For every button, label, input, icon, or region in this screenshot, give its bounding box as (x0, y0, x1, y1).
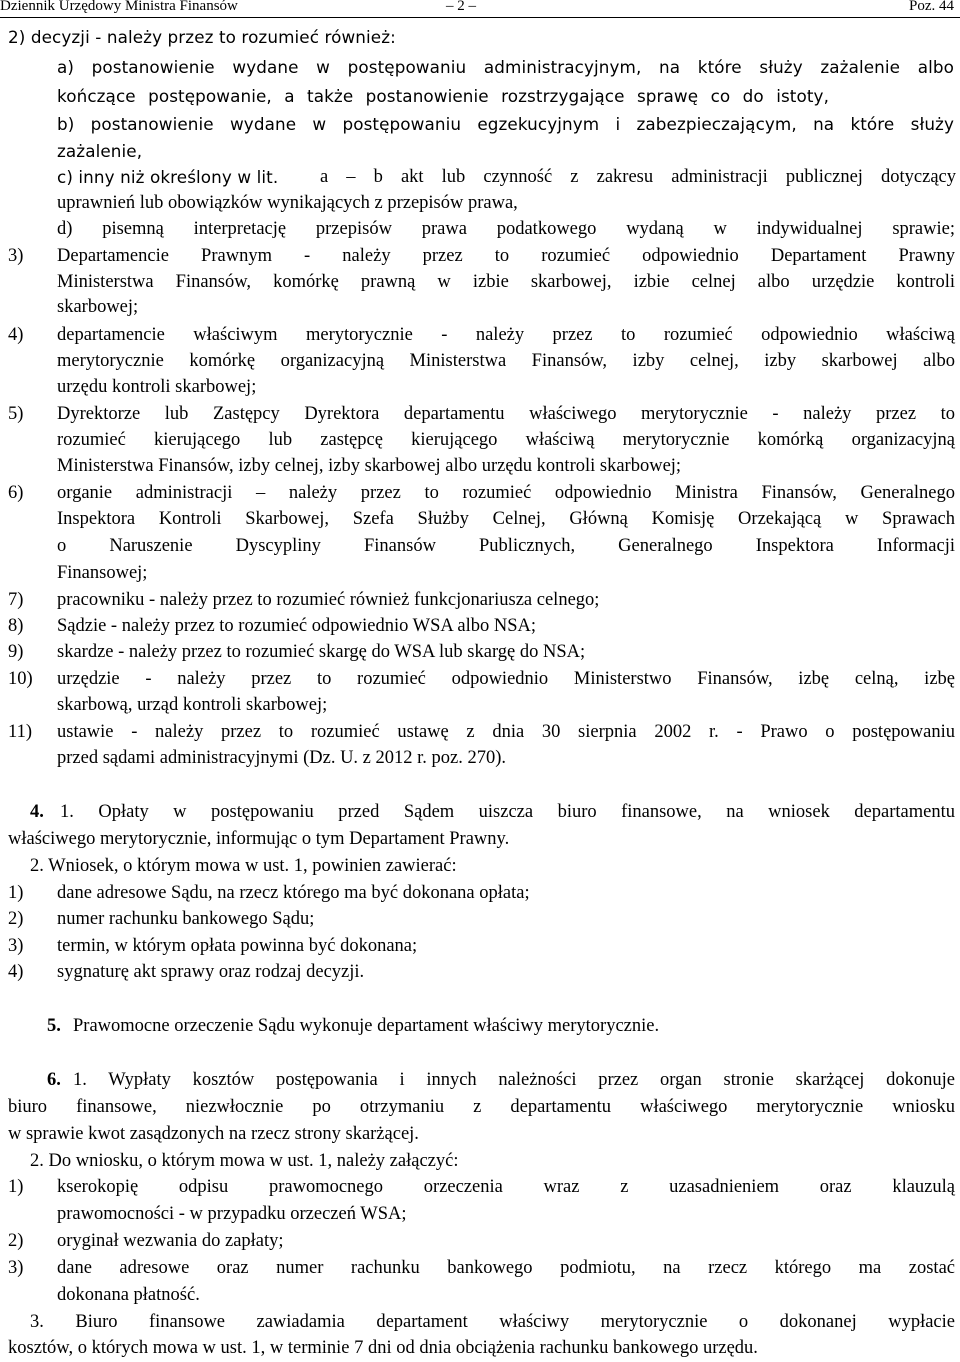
definition-7: pracowniku - należy przez to rozumieć również funkcjonariusza celnego; (57, 590, 600, 610)
section-4-item1-number: 1) (8, 883, 24, 903)
definition-4-line2: merytorycznie komórkę organizacyjną Ministerstwa Finansów, izby celnej, izby skarbowej albo (57, 351, 955, 371)
definition-2c-line1b: a – b akt lub czynność z zakresu administracji publicznej dotyczący (320, 167, 956, 187)
definition-11-line2: przed sądami administracyjnymi (Dz. U. z 2012 r. poz. 270). (57, 748, 507, 768)
definition-10-line1: urzędzie - należy przez to rozumieć odpowiednio Ministerstwo Finansów, izbę celną, izbę (57, 669, 955, 689)
section-6-item1-number: 1) (8, 1177, 24, 1197)
definition-9-number: 9) (8, 642, 24, 662)
definition-6-line2: Inspektora Kontroli Skarbowej, Szefa Służby Celnej, Główną Komisję Orzekającą w Sprawach (57, 509, 955, 529)
definition-5-line2: rozumieć kierującego lub zastępcę kierującego właściwą merytorycznie komórką organizacyjną (57, 430, 955, 450)
definition-2: 2) decyzji - należy przez to rozumieć również: (8, 27, 396, 47)
section-5-text: Prawomocne orzeczenie Sądu wykonuje departament właściwy merytorycznie. (73, 1016, 660, 1036)
definition-10-line2: skarbową, urząd kontroli skarbowej; (57, 695, 328, 715)
journal-title: Dziennik Urzędowy Ministra Finansów (0, 0, 238, 14)
definition-5-line1: Dyrektorze lub Zastępcy Dyrektora departamentu właściwego merytorycznie - należy przez to (57, 404, 955, 424)
definition-3-line3: skarbowej; (57, 297, 139, 317)
section-4-para2: 2. Wniosek, o którym mowa w ust. 1, powinien zawierać: (30, 856, 457, 876)
definition-3-number: 3) (8, 246, 24, 266)
section-6-para1-line3: w sprawie kwot zasądzonych na rzecz strony skarżącej. (8, 1124, 419, 1144)
definition-5-number: 5) (8, 404, 24, 424)
section-4-para1-line2: właściwego merytorycznie, informując o tym Departament Prawny. (8, 829, 510, 849)
definition-3-line2: Ministerstwa Finansów, komórkę prawną w izbie skarbowej, izbie celnej albo urzędzie kontroli (57, 272, 955, 292)
definition-4-line1: departamencie właściwym merytorycznie - należy przez to rozumieć odpowiednio właściwą (57, 325, 955, 345)
page-number: – 2 – (446, 0, 476, 14)
section-6-para2: 2. Do wniosku, o którym mowa w ust. 1, należy załączyć: (30, 1151, 459, 1171)
section-6-item3-number: 3) (8, 1258, 24, 1278)
definition-2c-line1a: c) inny niż określony w lit. (57, 167, 279, 187)
definition-2b-line1: b) postanowienie wydane w postępowaniu egzekucyjnym i zabezpieczającym, na które służy (57, 114, 954, 134)
definition-9: skardze - należy przez to rozumieć skargę do WSA lub skargę do NSA; (57, 642, 586, 662)
section-4-item3-number: 3) (8, 936, 24, 956)
definition-2a-line1: a) postanowienie wydane w postępowaniu administracyjnym, na które służy zażalenie albo (57, 57, 954, 77)
definition-8-number: 8) (8, 616, 24, 636)
definition-8: Sądzie - należy przez to rozumieć odpowiednio WSA albo NSA; (57, 616, 536, 636)
section-4-item2-number: 2) (8, 909, 24, 929)
section-5-number: 5. (47, 1016, 61, 1036)
section-6-para3-line1: 3. Biuro finansowe zawiadamia departament właściwy merytorycznie o dokonanej wypłacie (30, 1312, 955, 1332)
definition-3-line1: Departamencie Prawnym - należy przez to rozumieć odpowiednio Departament Prawny (57, 246, 955, 266)
definition-4-number: 4) (8, 325, 24, 345)
page-header (0, 0, 960, 16)
section-6-item1-line1: kserokopię odpisu prawomocnego orzeczenia wraz z uzasadnieniem oraz klauzulą (57, 1177, 955, 1197)
definition-2c-line2: uprawnień lub obowiązków wynikających z przepisów prawa, (57, 193, 518, 213)
definition-2b-line2: zażalenie, (57, 141, 143, 161)
position-number: Poz. 44 (909, 0, 954, 14)
definition-5-line3: Ministerstwa Finansów, izby celnej, izby skarbowej albo urzędu kontroli skarbowej; (57, 456, 682, 476)
header-rule (0, 17, 960, 18)
definition-6-line1: organie administracji – należy przez to rozumieć odpowiednio Ministra Finansów, Generalnego (57, 483, 955, 503)
section-4-item1: dane adresowe Sądu, na rzecz którego ma być dokonana opłata; (57, 883, 530, 903)
section-6-item2: oryginał wezwania do zapłaty; (57, 1231, 284, 1251)
definition-6-number: 6) (8, 483, 24, 503)
definition-11-number: 11) (8, 722, 32, 742)
section-6-para3-line2: kosztów, o których mowa w ust. 1, w terminie 7 dni od dnia obciążenia rachunku bankowego urzędu. (8, 1338, 758, 1358)
section-4-item3: termin, w którym opłata powinna być dokonana; (57, 936, 418, 956)
section-4-item2: numer rachunku bankowego Sądu; (57, 909, 315, 929)
section-6-item2-number: 2) (8, 1231, 24, 1251)
section-4-item4: sygnaturę akt sprawy oraz rodzaj decyzji. (57, 962, 365, 982)
section-4-para1-line1: 1. Opłaty w postępowaniu przed Sądem uiszcza biuro finansowe, na wniosek departamentu (60, 802, 955, 822)
definition-2d: d) pisemną interpretację przepisów prawa podatkowego wydaną w indywidualnej sprawie; (57, 219, 955, 239)
section-6-item1-line2: prawomocności - w przypadku orzeczeń WSA; (57, 1204, 407, 1224)
section-6-item3-line2: dokonana płatność. (57, 1285, 200, 1305)
definition-7-number: 7) (8, 590, 24, 610)
section-6-para1-line2: biuro finansowe, niezwłocznie po otrzymaniu z departamentu właściwego merytorycznie wniosku (8, 1097, 955, 1117)
section-6-number: 6. (47, 1070, 61, 1090)
definition-10-number: 10) (8, 669, 33, 689)
section-6-item3-line1: dane adresowe oraz numer rachunku bankowego podmiotu, na rzecz którego ma zostać (57, 1258, 955, 1278)
section-4-item4-number: 4) (8, 962, 24, 982)
definition-2a-line2: kończące postępowanie, a także postanowienie rozstrzygające sprawę co do istoty, (57, 86, 829, 106)
definition-6-line4: Finansowej; (57, 563, 148, 583)
section-4-number: 4. (30, 802, 44, 822)
definition-6-line3: o Naruszenie Dyscypliny Finansów Publicznych, Generalnego Inspektora Informacji (57, 536, 955, 556)
definition-11-line1: ustawie - należy przez to rozumieć ustawę z dnia 30 sierpnia 2002 r. - Prawo o postępowaniu (57, 722, 955, 742)
definition-4-line3: urzędu kontroli skarbowej; (57, 377, 257, 397)
section-6-para1-line1: 1. Wypłaty kosztów postępowania i innych należności przez organ stronie skarżącej dokonuje (73, 1070, 955, 1090)
